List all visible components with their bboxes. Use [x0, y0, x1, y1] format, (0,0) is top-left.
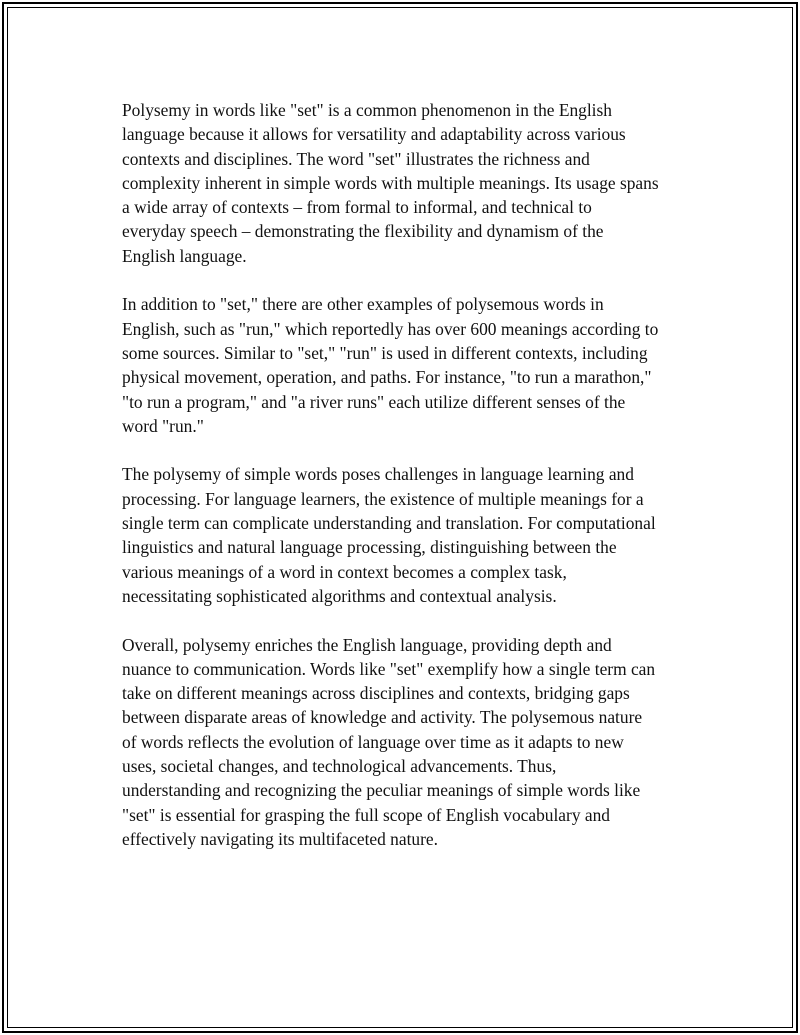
document-body — [122, 98, 694, 851]
paragraph-4: Overall, polysemy enriches the English language, providing depth and nuance to communication. Words like "set" exemplify how a single term can take on different meanings across disciplines and contexts, bridging gaps between disparate areas of knowledge and activity. The polysemous nature of words reflects the evolution of language over time as it adapts to new uses, societal changes, and technological advancements. Thus, understanding and recognizing the peculiar meanings of simple words like "set" is essential for grasping the full scope of English vocabulary and effectively navigating its multifaceted nature. — [122, 634, 656, 849]
paragraph-1: Polysemy in words like "set" is a common phenomenon in the English language because it allows for versatility and adaptability across various contexts and disciplines. The word "set" illustrates the richness and complexity inherent in simple words with multiple meanings. Its usage spans a wide array of contexts – from formal to informal, and technical to everyday speech – demonstrating the flexibility and dynamism of the English language. — [122, 100, 659, 266]
document-page — [2, 2, 798, 1033]
paragraph-2: In addition to "set," there are other examples of polysemous words in English, such as "run," which reportedly has over 600 meanings according to some sources. Similar to "set," "run" is used in different contexts, including physical movement, operation, and paths. For instance, "to run a marathon," "to run a program," and "a river runs" each utilize different senses of the word "run." — [122, 294, 659, 436]
paragraph-3: The polysemy of simple words poses challenges in language learning and processing. For language learners, the existence of multiple meanings for a single term can complicate understanding and translation. For computational linguistics and natural language processing, distinguishing between the various meanings of a word in context becomes a complex task, necessitating sophisticated algorithms and contextual analysis. — [122, 464, 656, 606]
